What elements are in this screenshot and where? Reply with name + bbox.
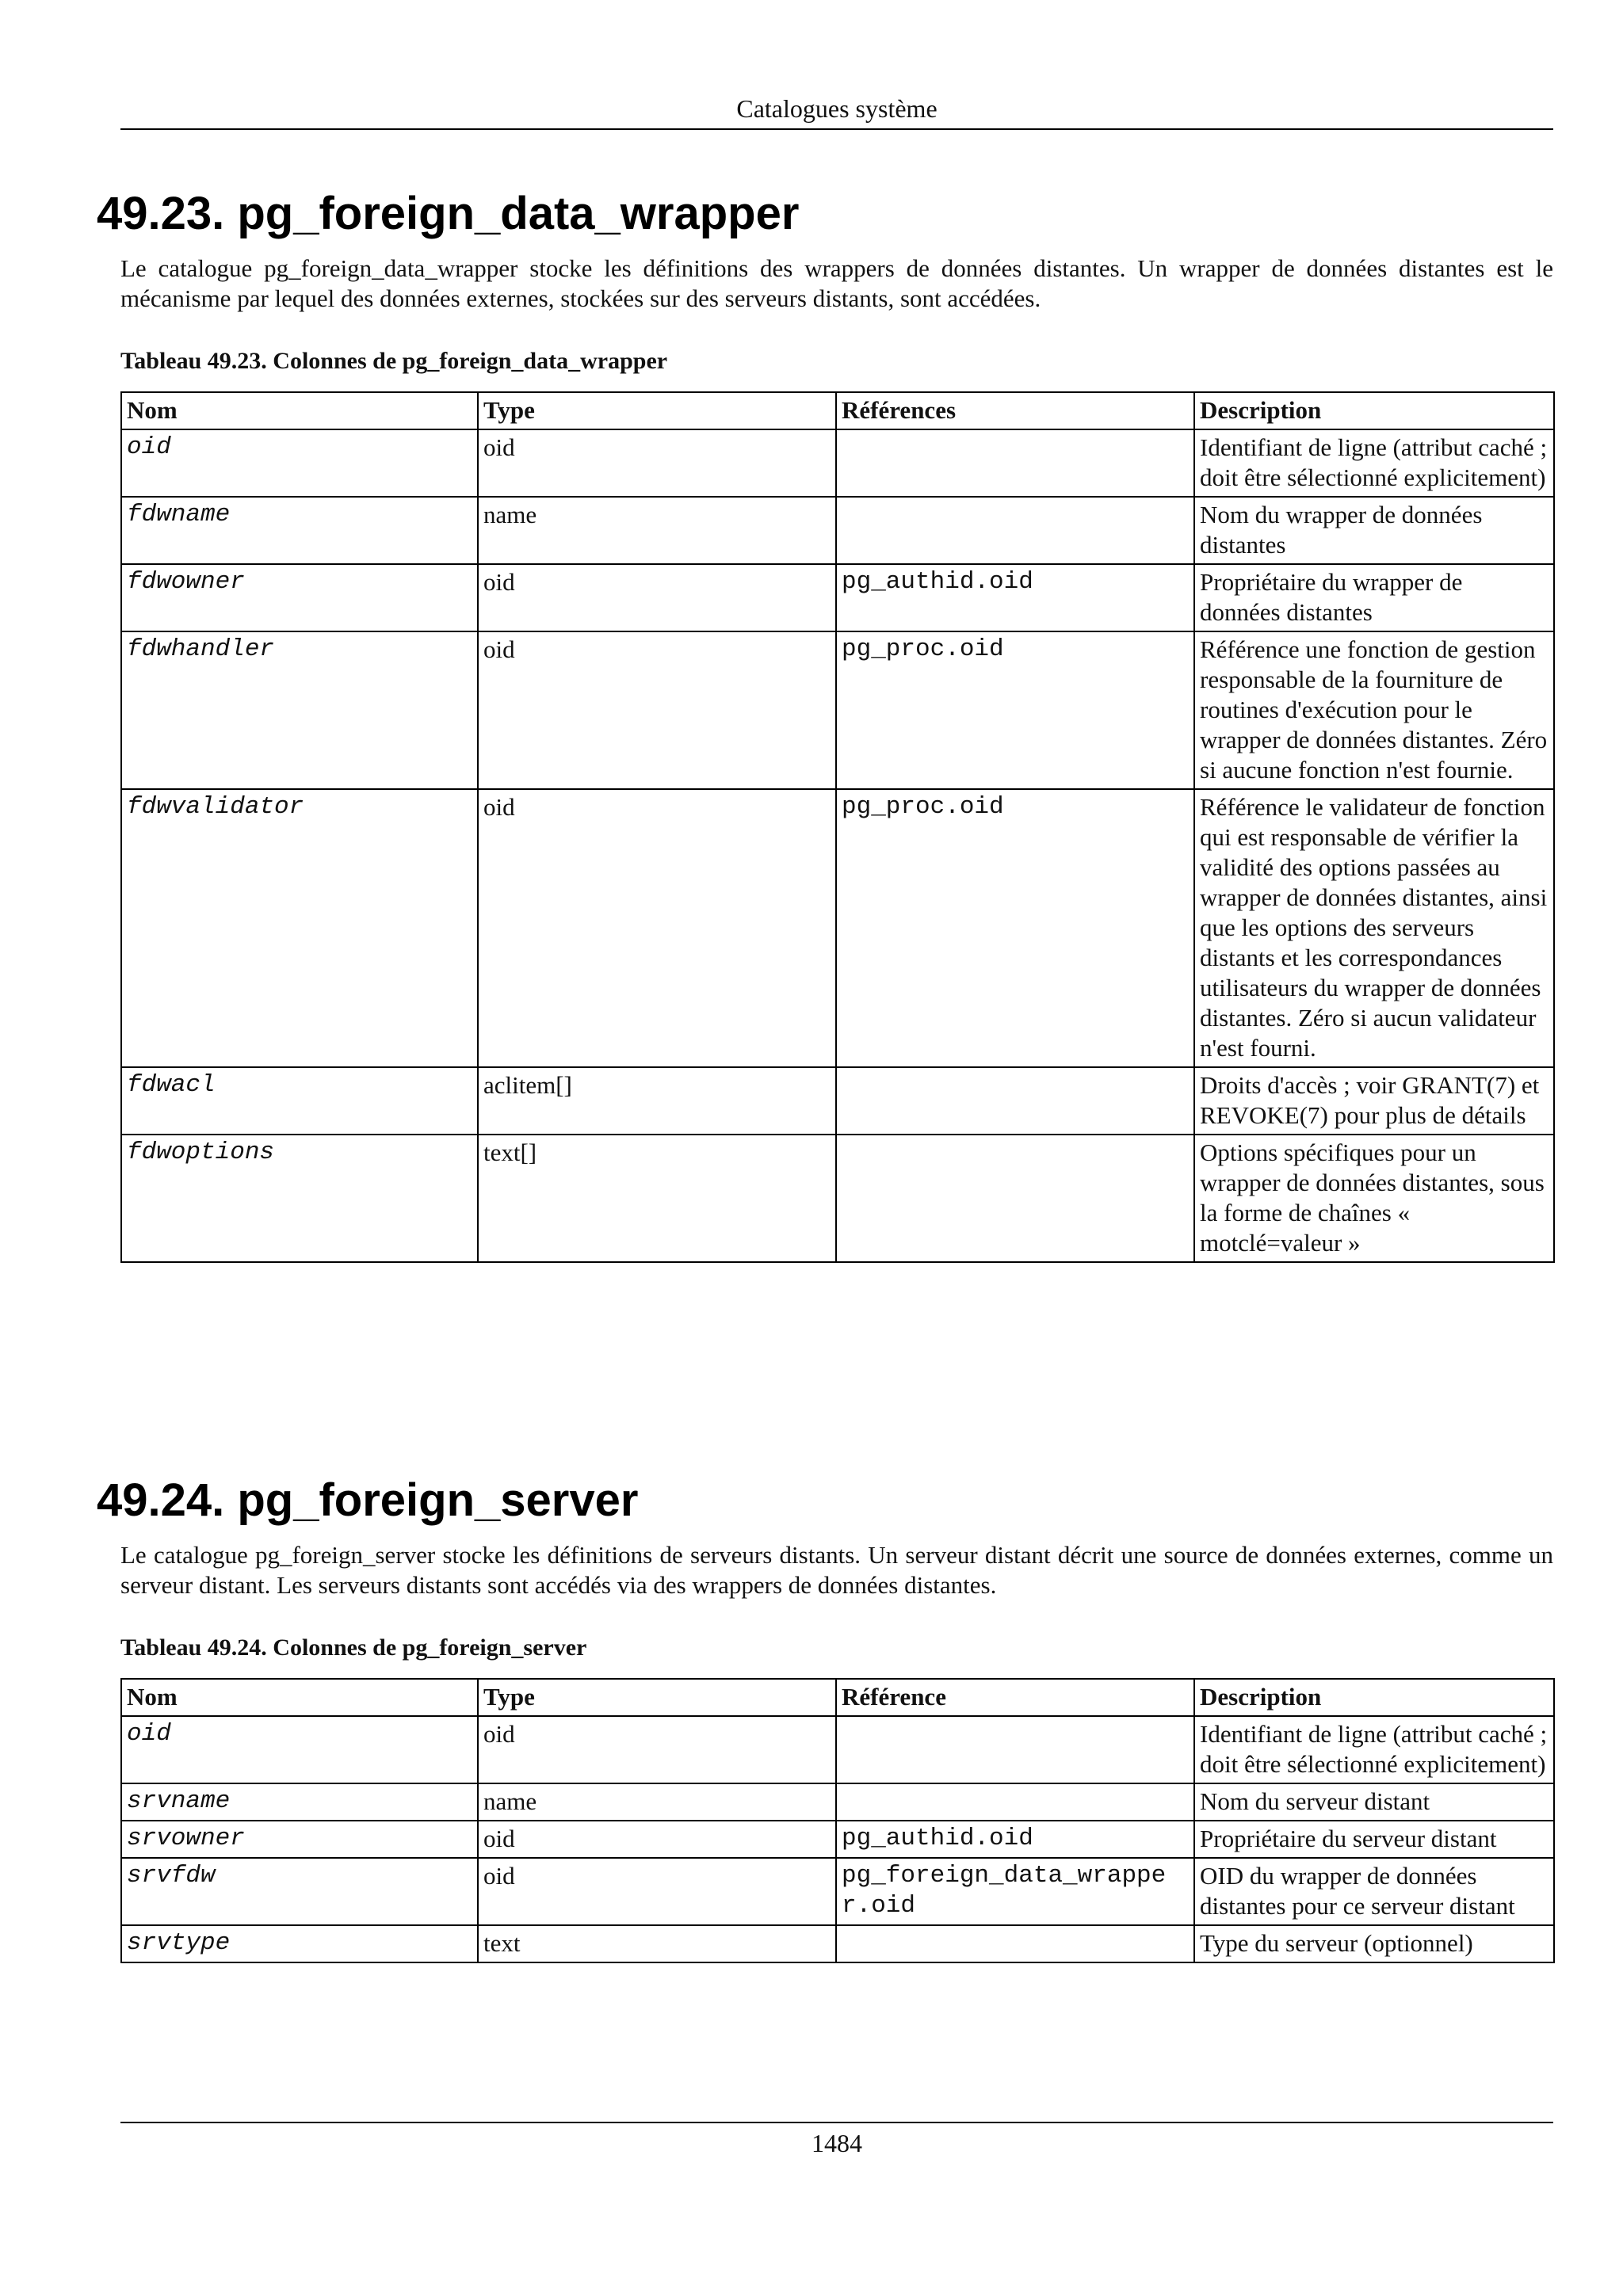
column-reference-cell: pg_foreign_data_wrapper.oid: [836, 1858, 1194, 1925]
table-row: [121, 1135, 1554, 1262]
section-title: 49.24. pg_foreign_server: [97, 1474, 639, 1526]
table-row: [121, 429, 1554, 497]
column-description-cell: Identifiant de ligne (attribut caché ; doit être sélectionné explicitement): [1194, 429, 1554, 497]
column-header-description: Description: [1194, 392, 1554, 429]
columns-table-pg-foreign-data-wrapper: [120, 391, 1555, 1263]
column-header-name: Nom: [121, 392, 478, 429]
table-caption: Tableau 49.23. Colonnes de pg_foreign_data_wrapper: [120, 348, 668, 374]
column-header-type: Type: [478, 1679, 836, 1716]
column-name-cell: oid: [121, 429, 478, 497]
column-description-cell: Référence une fonction de gestion responsable de la fourniture de routines d'exécution pour le wrapper de données distantes. Zéro si aucune fonction n'est fournie.: [1194, 631, 1554, 789]
column-description-cell: Options spécifiques pour un wrapper de données distantes, sous la forme de chaînes « motclé=valeur »: [1194, 1135, 1554, 1262]
table-row: [121, 1821, 1554, 1858]
column-description-cell: Nom du serveur distant: [1194, 1783, 1554, 1821]
column-reference-cell: [836, 1783, 1194, 1821]
column-type-cell: oid: [478, 631, 836, 789]
table-row: [121, 1858, 1554, 1925]
column-description-cell: Droits d'accès ; voir GRANT(7) et REVOKE(7) pour plus de détails: [1194, 1067, 1554, 1135]
column-description-cell: OID du wrapper de données distantes pour ce serveur distant: [1194, 1858, 1554, 1925]
column-name-cell: srvowner: [121, 1821, 478, 1858]
column-reference-cell: [836, 1135, 1194, 1262]
column-header-reference: Référence: [836, 1679, 1194, 1716]
section-pg-foreign-server: [97, 1474, 1553, 1963]
section-pg-foreign-data-wrapper: [97, 188, 1553, 1263]
column-description-cell: Nom du wrapper de données distantes: [1194, 497, 1554, 564]
column-type-cell: text: [478, 1925, 836, 1962]
table-caption: Tableau 49.24. Colonnes de pg_foreign_server: [120, 1634, 587, 1661]
column-reference-cell: pg_authid.oid: [836, 1821, 1194, 1858]
column-description-cell: Propriétaire du serveur distant: [1194, 1821, 1554, 1858]
table-row: [121, 1067, 1554, 1135]
column-type-cell: name: [478, 497, 836, 564]
column-reference-cell: [836, 1716, 1194, 1783]
table-header-row: [121, 392, 1554, 429]
column-name-cell: fdwname: [121, 497, 478, 564]
column-name-cell: srvname: [121, 1783, 478, 1821]
column-type-cell: name: [478, 1783, 836, 1821]
table-row: [121, 631, 1554, 789]
table-row: [121, 789, 1554, 1067]
column-reference-cell: pg_proc.oid: [836, 631, 1194, 789]
column-reference-cell: [836, 1925, 1194, 1962]
column-reference-cell: [836, 429, 1194, 497]
running-header: Catalogues système: [736, 94, 938, 123]
column-type-cell: text[]: [478, 1135, 836, 1262]
table-row: [121, 1716, 1554, 1783]
column-header-description: Description: [1194, 1679, 1554, 1716]
column-name-cell: fdwvalidator: [121, 789, 478, 1067]
column-name-cell: fdwowner: [121, 564, 478, 631]
column-type-cell: oid: [478, 564, 836, 631]
section-title: 49.23. pg_foreign_data_wrapper: [97, 188, 800, 239]
column-reference-cell: pg_proc.oid: [836, 789, 1194, 1067]
column-type-cell: oid: [478, 1716, 836, 1783]
column-name-cell: srvtype: [121, 1925, 478, 1962]
section-intro: Le catalogue pg_foreign_data_wrapper stocke les définitions des wrappers de données distantes. Un wrapper de données distantes est le mécanisme par lequel des données externes, stockées sur des serveurs distants, sont accédées.: [120, 254, 1553, 312]
column-name-cell: oid: [121, 1716, 478, 1783]
column-description-cell: Propriétaire du wrapper de données distantes: [1194, 564, 1554, 631]
column-header-references: Références: [836, 392, 1194, 429]
column-name-cell: fdwoptions: [121, 1135, 478, 1262]
column-type-cell: oid: [478, 789, 836, 1067]
column-description-cell: Identifiant de ligne (attribut caché ; doit être sélectionné explicitement): [1194, 1716, 1554, 1783]
page-number: 1484: [812, 2129, 862, 2157]
column-name-cell: fdwacl: [121, 1067, 478, 1135]
section-intro: Le catalogue pg_foreign_server stocke les définitions de serveurs distants. Un serveur distant décrit une source de données externes, comme un serveur distant. Les serveurs distants sont accédés via des wrappers de données distantes.: [120, 1541, 1553, 1599]
column-description-cell: Référence le validateur de fonction qui est responsable de vérifier la validité des options passées au wrapper de données distantes, ainsi que les options des serveurs distants et les correspondances utilisateurs du wrapper de données distantes. Zéro si aucun validateur n'est fourni.: [1194, 789, 1554, 1067]
column-type-cell: oid: [478, 1821, 836, 1858]
column-header-type: Type: [478, 392, 836, 429]
column-name-cell: srvfdw: [121, 1858, 478, 1925]
column-name-cell: fdwhandler: [121, 631, 478, 789]
column-description-cell: Type du serveur (optionnel): [1194, 1925, 1554, 1962]
column-type-cell: oid: [478, 1858, 836, 1925]
column-reference-cell: [836, 497, 1194, 564]
table-row: [121, 564, 1554, 631]
footer-rule: [120, 2122, 1553, 2123]
table-header-row: [121, 1679, 1554, 1716]
columns-table-pg-foreign-server: [120, 1678, 1555, 1963]
header-rule: [120, 128, 1553, 130]
table-row: [121, 1925, 1554, 1962]
column-type-cell: oid: [478, 429, 836, 497]
table-row: [121, 497, 1554, 564]
column-reference-cell: [836, 1067, 1194, 1135]
column-type-cell: aclitem[]: [478, 1067, 836, 1135]
column-header-name: Nom: [121, 1679, 478, 1716]
table-row: [121, 1783, 1554, 1821]
column-reference-cell: pg_authid.oid: [836, 564, 1194, 631]
